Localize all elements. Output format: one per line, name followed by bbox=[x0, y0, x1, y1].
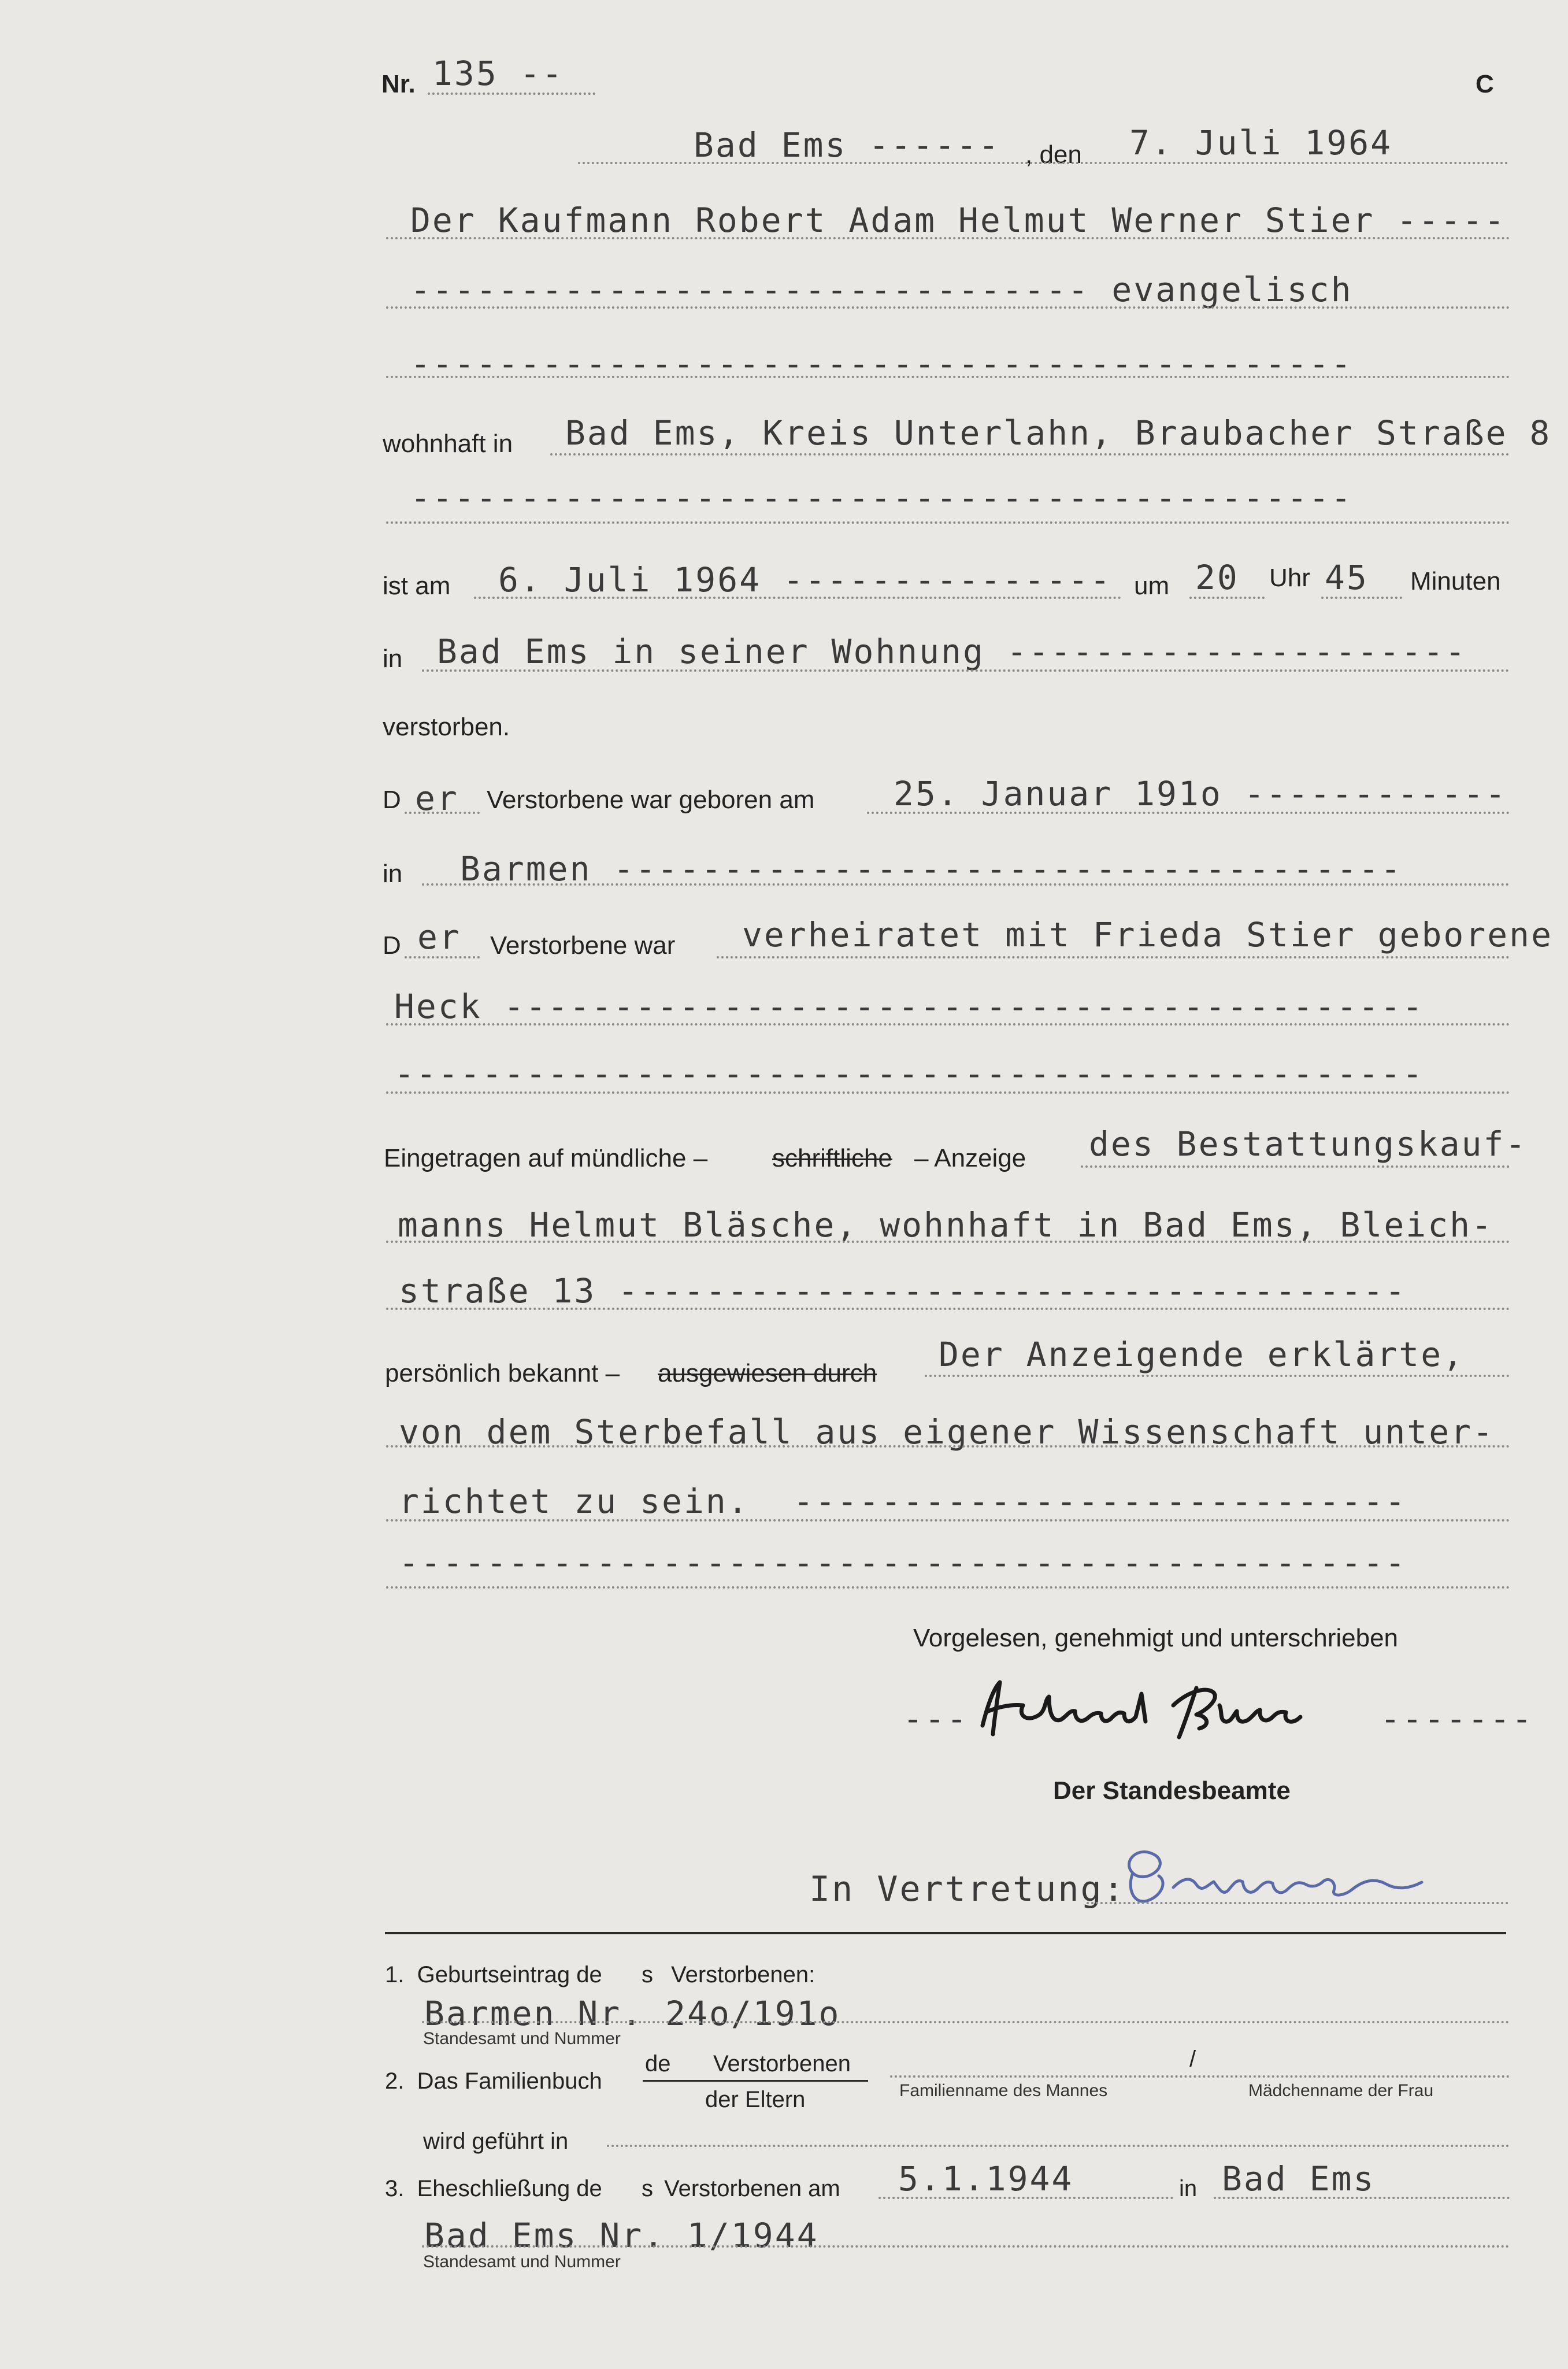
item3-in-label: in bbox=[1179, 2176, 1198, 2201]
dotted-line bbox=[422, 2021, 1510, 2023]
dotted-line bbox=[717, 956, 1510, 958]
birth-article: er bbox=[415, 779, 459, 818]
marital-d-prefix: D bbox=[383, 931, 401, 960]
item1-s: s bbox=[642, 1962, 653, 1987]
marital-status-line1: verheiratet mit Frieda Stier geborene bbox=[742, 915, 1554, 954]
identity-label-struck: ausgewiesen durch bbox=[658, 1359, 877, 1387]
signature-right-dashes: ------- bbox=[1380, 1699, 1534, 1738]
den-label: , den bbox=[1025, 140, 1082, 169]
birth-date: 25. Januar 191o ------------ bbox=[894, 774, 1507, 813]
footer-separator bbox=[385, 1932, 1506, 1934]
wird-gefuehrt-label: wird geführt in bbox=[423, 2129, 569, 2154]
dotted-line bbox=[405, 812, 480, 814]
item3-label: 3. Eheschließung de bbox=[385, 2176, 602, 2201]
standesamt-label: Standesamt und Nummer bbox=[423, 2029, 621, 2048]
dotted-line bbox=[386, 1445, 1510, 1448]
dotted-line bbox=[607, 2145, 1510, 2147]
nr-label: Nr. bbox=[381, 70, 416, 98]
dotted-line bbox=[386, 1091, 1510, 1094]
death-place: Bad Ems in seiner Wohnung --------------------- bbox=[437, 632, 1467, 671]
marital-status-line2: Heck ------------------------------------------ bbox=[394, 987, 1425, 1026]
official-signature bbox=[1115, 1833, 1439, 1919]
death-hour: 20 bbox=[1195, 558, 1239, 597]
birth-place: Barmen ------------------------------------ bbox=[460, 849, 1403, 889]
item3-value: Bad Ems Nr. 1/1944 bbox=[424, 2216, 819, 2255]
familienname-label: Familienname des Mannes bbox=[899, 2081, 1108, 2100]
report-line2: manns Helmut Bläsche, wohnhaft in Bad Ems, Bleich- bbox=[398, 1205, 1493, 1245]
dotted-line bbox=[386, 521, 1510, 524]
report-label-a: Eingetragen auf mündliche – bbox=[384, 1144, 708, 1172]
report-label-b: – Anzeige bbox=[914, 1144, 1026, 1172]
dotted-line bbox=[1214, 2197, 1510, 2199]
item3-rest: Verstorbenen am bbox=[658, 2176, 840, 2201]
dotted-line bbox=[422, 2245, 1510, 2248]
item2-der-eltern: der Eltern bbox=[705, 2087, 806, 2112]
marital-status-line3: ----------------------------------------------- bbox=[394, 1054, 1425, 1093]
dotted-line bbox=[386, 237, 1510, 239]
nr-dotted-line bbox=[428, 92, 595, 95]
dotted-line bbox=[550, 453, 1510, 456]
record-date: 7. Juli 1964 bbox=[1129, 123, 1393, 162]
uhr-label: Uhr bbox=[1269, 564, 1310, 592]
birth-in-label: in bbox=[383, 860, 403, 888]
death-minutes: 45 bbox=[1325, 558, 1369, 597]
maedchenname-label: Mädchenname der Frau bbox=[1248, 2081, 1434, 2100]
dotted-line bbox=[878, 2197, 1173, 2199]
religion-line: ------------------------------- evangelisch bbox=[410, 270, 1353, 309]
identity-line1: Der Anzeigende erklärte, bbox=[939, 1335, 1465, 1374]
dotted-line bbox=[1087, 1902, 1508, 1904]
birth-d-prefix: D bbox=[383, 786, 401, 814]
dotted-line bbox=[1081, 1165, 1510, 1168]
deceased-name-line: Der Kaufmann Robert Adam Helmut Werner Stier ----- bbox=[410, 201, 1506, 240]
dotted-line bbox=[386, 1519, 1510, 1522]
item3-date: 5.1.1944 bbox=[898, 2159, 1074, 2198]
dotted-line bbox=[386, 306, 1510, 309]
item1-label: 1. Geburtseintrag de bbox=[385, 1962, 602, 1987]
dotted-line bbox=[386, 1586, 1510, 1589]
standesamt-label-2: Standesamt und Nummer bbox=[423, 2252, 621, 2271]
read-approved-label: Vorgelesen, genehmigt und unterschrieben bbox=[913, 1624, 1399, 1652]
dotted-line bbox=[1189, 597, 1265, 599]
record-place: Bad Ems ------ bbox=[694, 125, 1000, 165]
person-filler-line: ------------------------------------------- bbox=[410, 344, 1353, 383]
item1-value: Barmen Nr. 24o/191o bbox=[424, 1994, 841, 2033]
report-line1: des Bestattungskauf- bbox=[1089, 1124, 1528, 1164]
item2-de: de bbox=[645, 2051, 671, 2076]
identity-line3: richtet zu sein. ---------------------------- bbox=[399, 1482, 1407, 1521]
item2-verstorbenen: Verstorbenen bbox=[713, 2051, 851, 2076]
item2-label: 2. Das Familienbuch bbox=[385, 2068, 602, 2094]
dotted-line bbox=[405, 956, 480, 958]
death-date: 6. Juli 1964 --------------- bbox=[498, 560, 1112, 599]
dotted-line bbox=[1321, 597, 1402, 599]
place-date-dotted-line bbox=[578, 162, 1508, 164]
standesbeamte-label: Der Standesbeamte bbox=[1053, 1776, 1291, 1805]
identity-line4: ---------------------------------------------- bbox=[399, 1543, 1407, 1582]
item2-fraction-bar bbox=[643, 2080, 868, 2082]
verstorben-label: verstorben. bbox=[383, 713, 510, 741]
report-line3: straße 13 ------------------------------------ bbox=[399, 1271, 1407, 1311]
residence-filler-line: ------------------------------------------- bbox=[410, 478, 1353, 517]
item3-s: s bbox=[642, 2176, 653, 2201]
wohnhaft-label: wohnhaft in bbox=[383, 430, 513, 458]
nr-value: 135 -- bbox=[432, 54, 564, 93]
residence-address: Bad Ems, Kreis Unterlahn, Braubacher Straße 8 bbox=[565, 413, 1552, 453]
dotted-line bbox=[925, 1375, 1510, 1377]
dotted-line bbox=[386, 376, 1510, 378]
dotted-line bbox=[386, 1308, 1510, 1310]
in-vertretung-label: In Vertretung: bbox=[809, 1869, 1126, 1909]
dotted-line bbox=[867, 812, 1510, 814]
um-label: um bbox=[1134, 572, 1170, 600]
minuten-label: Minuten bbox=[1410, 567, 1501, 595]
marital-label: Verstorbene war bbox=[490, 931, 676, 960]
dotted-line bbox=[386, 1023, 1510, 1026]
ist-am-label: ist am bbox=[383, 572, 451, 600]
marital-article: er bbox=[417, 917, 461, 957]
record-letter: C bbox=[1476, 70, 1494, 98]
signature-left-dashes: --- bbox=[903, 1699, 969, 1738]
item1-rest: Verstorbenen: bbox=[665, 1962, 815, 1987]
death-in-label: in bbox=[383, 645, 403, 673]
helmut-blaesche-signature bbox=[977, 1671, 1370, 1746]
name-slash: / bbox=[1189, 2046, 1196, 2072]
birth-label: Verstorbene war geboren am bbox=[487, 786, 815, 814]
identity-line2: von dem Sterbefall aus eigener Wissenschaft unter- bbox=[399, 1412, 1495, 1452]
dotted-line bbox=[474, 597, 1121, 599]
dotted-line bbox=[422, 669, 1510, 672]
identity-label-a: persönlich bekannt – bbox=[385, 1359, 620, 1387]
report-label-struck: schriftliche bbox=[772, 1144, 892, 1172]
dotted-line bbox=[422, 883, 1510, 886]
item3-place: Bad Ems bbox=[1222, 2159, 1376, 2198]
dotted-line bbox=[890, 2075, 1510, 2078]
dotted-line bbox=[386, 1241, 1510, 1243]
